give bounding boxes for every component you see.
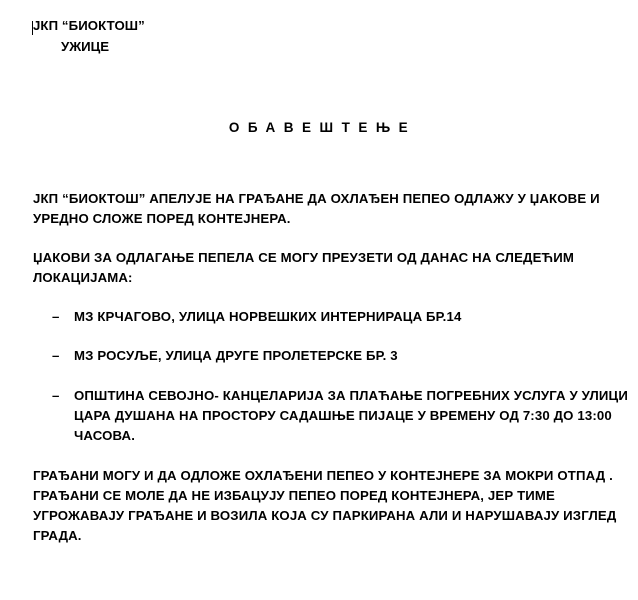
bullet-dash: – [52, 388, 60, 403]
organization-city: УЖИЦЕ [61, 39, 110, 54]
location-text: МЗ РОСУЉЕ, УЛИЦА ДРУГЕ ПРОЛЕТЕРСКЕ БР. 3 [74, 348, 398, 363]
notice-title: ОБАВЕШТЕЊЕ [228, 120, 417, 135]
paragraph-disposal-rules: ГРАЂАНИ МОГУ И ДА ОДЛОЖЕ ОХЛАЂЕНИ ПЕПЕО У КОНТЕЈНЕРЕ ЗА МОКРИ ОТПАД . ГРАЂАНИ СЕ МОЛЕ ДА НЕ ИЗБАЦУЈУ ПЕПЕО ПОРЕД КОНТЕЈНЕРА, ЈЕР ТИМЕ УГРОЖАВАЈУ ГРАЂАНЕ И ВОЗИЛА КОЈА СУ ПАРКИРАНА АЛИ И НАРУШАВАЈУ ИЗГЛЕД ГРАДА. [33, 468, 617, 543]
list-item [0, 386, 634, 446]
list-item [0, 307, 461, 327]
paragraph-pickup-intro: ЏАКОВИ ЗА ОДЛАГАЊЕ ПЕПЕЛА СЕ МОГУ ПРЕУЗЕТИ ОД ДАНАС НА СЛЕДЕЋИМ ЛОКАЦИЈАМА: [33, 250, 574, 285]
list-item [0, 346, 398, 366]
bullet-dash: – [52, 309, 60, 324]
paragraph-appeal: ЈКП “БИОКТОШ” АПЕЛУЈЕ НА ГРАЂАНЕ ДА ОХЛАЂЕН ПЕПЕО ОДЛАЖУ У ЏАКОВЕ И УРЕДНО СЛОЖЕ ПОРЕД КОНТЕЈНЕРА. [33, 191, 600, 226]
location-text: ОПШТИНА СЕВОЈНО- КАНЦЕЛАРИЈА ЗА ПЛАЋАЊЕ ПОГРЕБНИХ УСЛУГА У УЛИЦИ ЦАРА ДУШАНА НА ПРОСТОРУ САДАШЊЕ ПИЈАЦЕ У ВРЕМЕНУ ОД 7:30 ДО 13:00 ЧАСОВА. [74, 388, 628, 443]
organization-name: ЈКП “БИОКТОШ” [33, 18, 145, 33]
bullet-dash: – [52, 348, 60, 363]
location-text: МЗ КРЧАГОВО, УЛИЦА НОРВЕШКИХ ИНТЕРНИРАЦА БР.14 [74, 309, 462, 324]
